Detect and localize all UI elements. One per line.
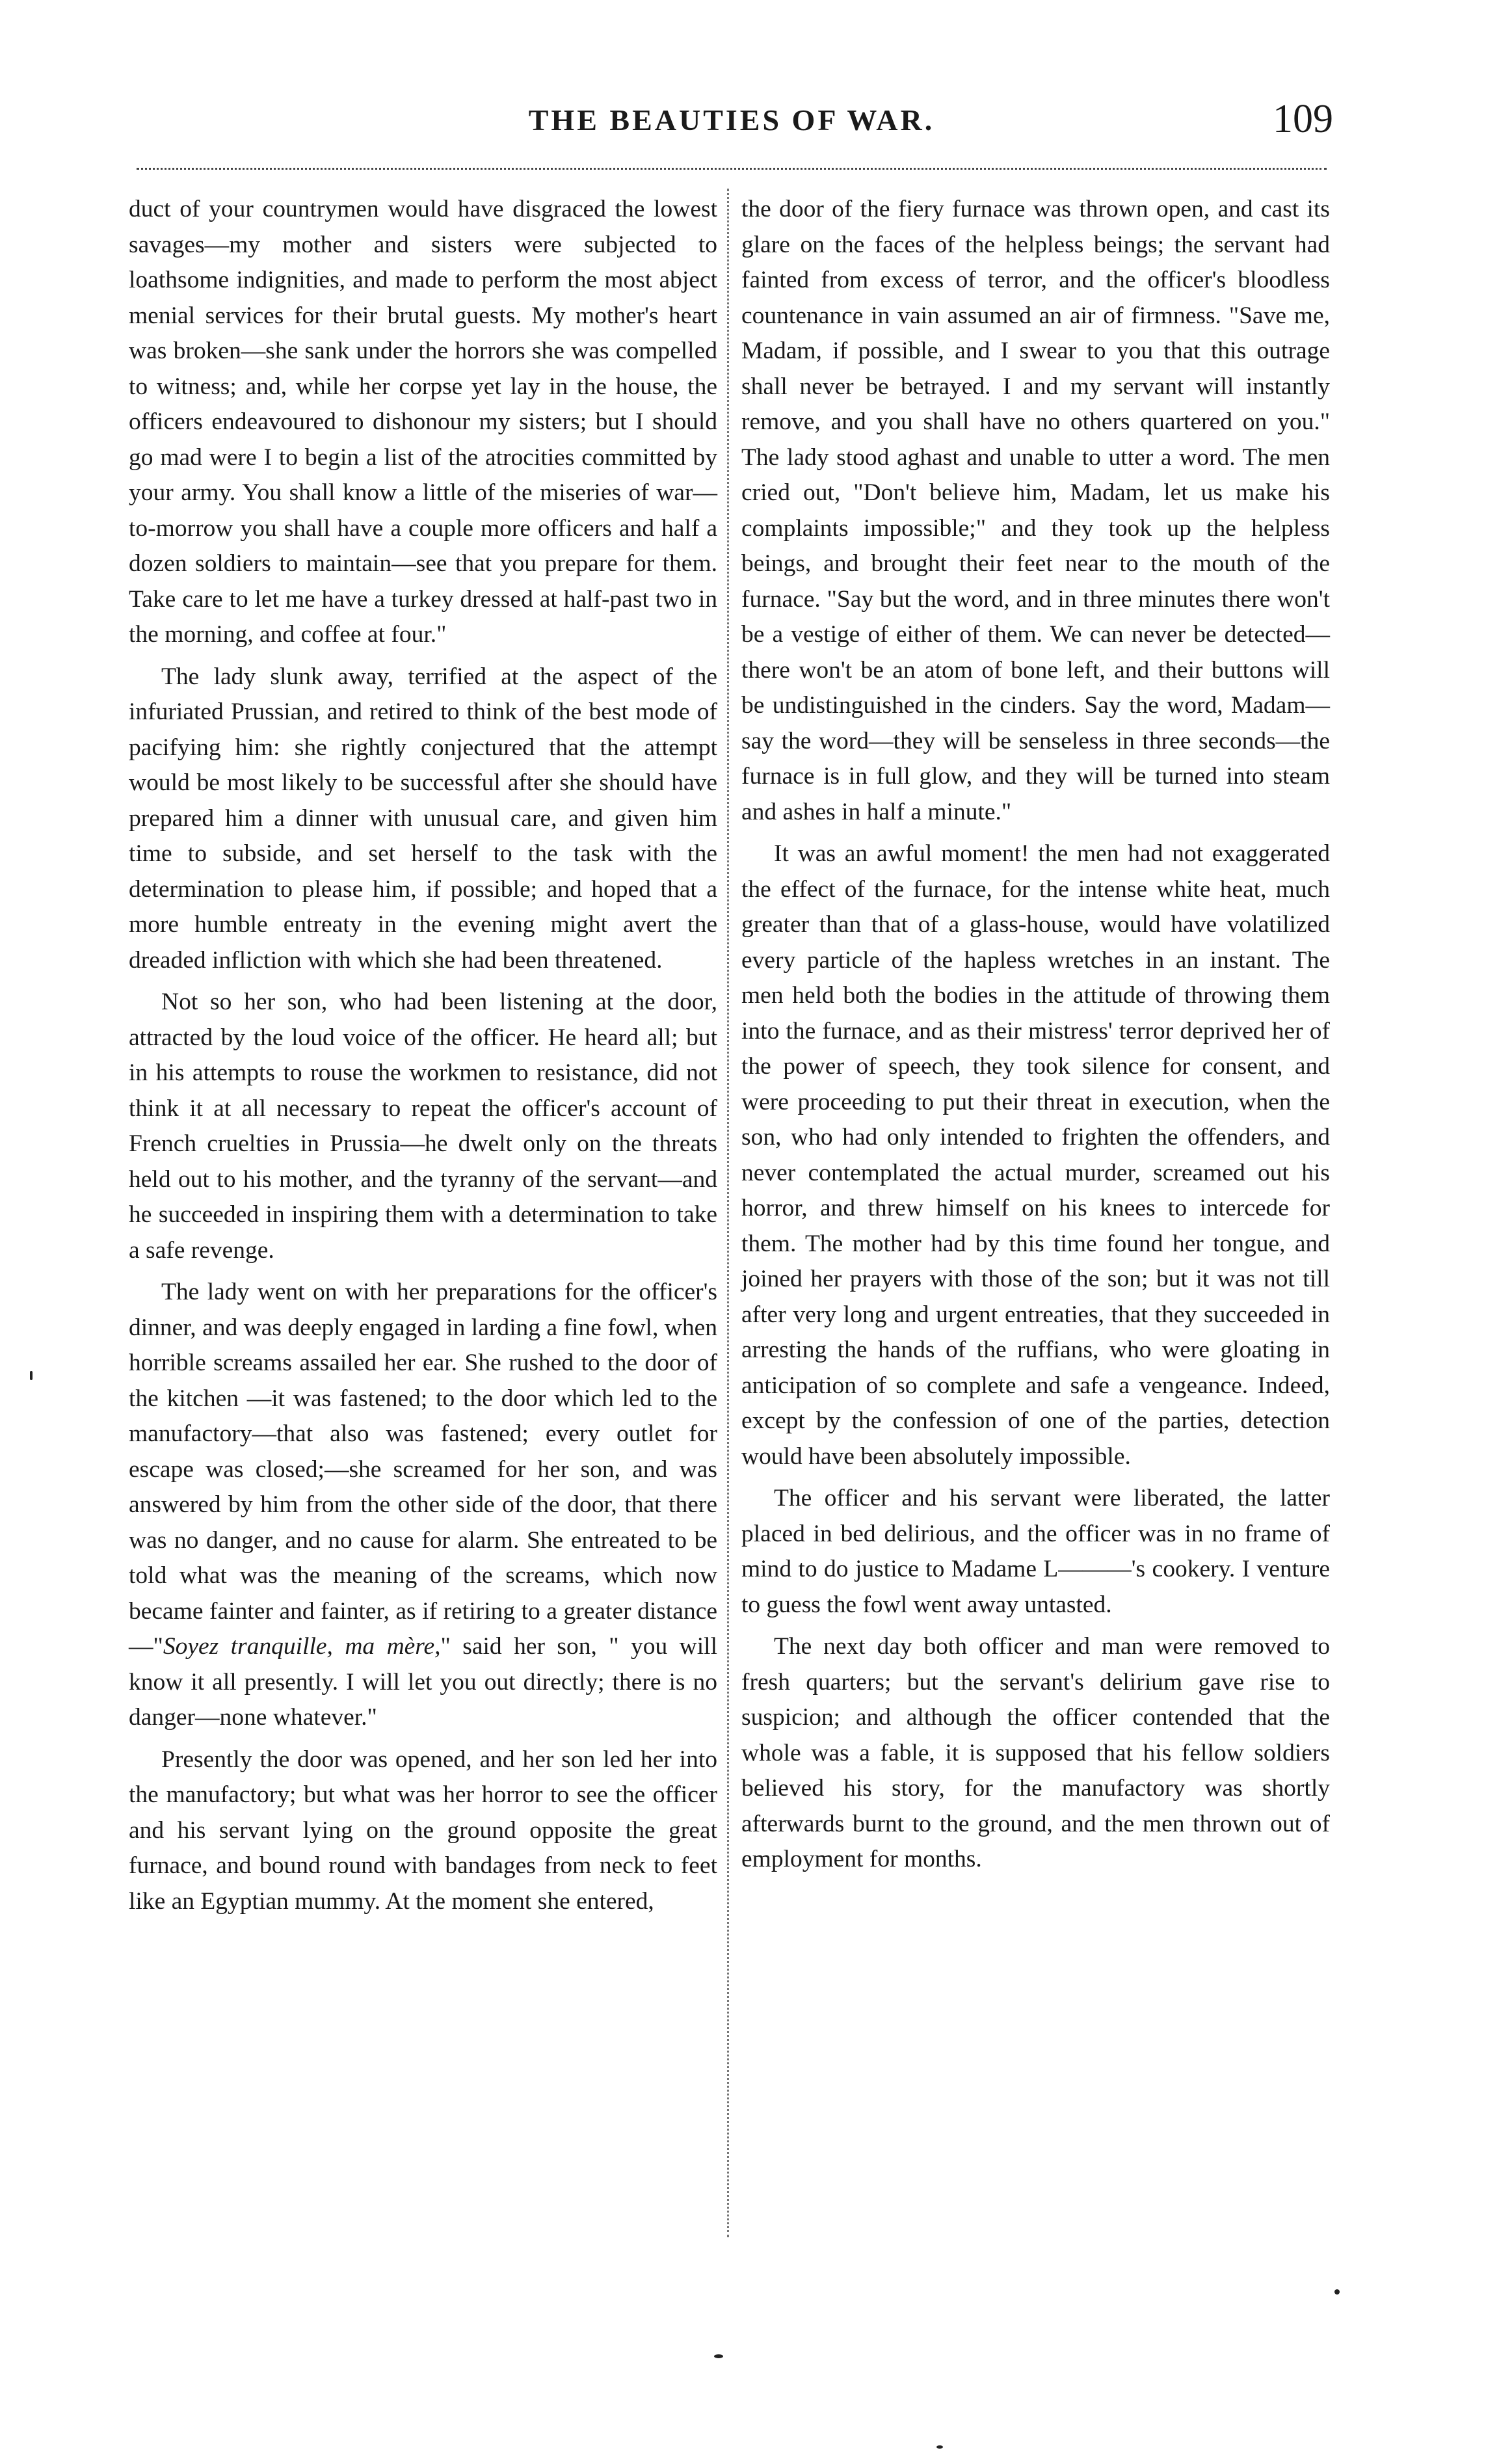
french-phrase: Soyez tranquille, ma mère, [163, 1633, 441, 1660]
left-column [129, 192, 717, 1926]
print-speck [30, 1371, 33, 1380]
right-column [741, 192, 1330, 1884]
running-head [130, 96, 1333, 155]
print-speck [1334, 2289, 1340, 2295]
right-paragraph-1: the door of the fiery furnace was thrown open, and cast its glare on the faces of the helpless beings; the servant had fainted from excess of terror, and the officer's bloodless countenance in vain assumed an air of firmness. "Save me, Madam, if possible, and I swear to you that this outrage shall never be betrayed. I and my servant will instantly remove, and you shall have no others quartered on you." The lady stood aghast and unable to utter a word. The men cried out, "Don't believe him, Madam, let us make his complaints impossible;" and they took up the helpless beings, and brought their feet near to the mouth of the furnace. "Say but the word, and in three minutes there won't be a vestige of either of them. We can never be detected—there won't be an atom of bone left, and their buttons will be undistinguished in the cinders. Say the word, Madam—say the word—they will be senseless in three seconds—the furnace is in full glow, and they will be turned into steam and ashes in half a minute." [741, 196, 1330, 825]
left-paragraph-4-tail: " said her son, " you will know it all presently. I will let you out directly; there is no danger—none whatever." [129, 1633, 717, 1731]
print-speck [714, 2354, 723, 2358]
right-paragraph-2: It was an awful moment! the men had not exaggerated the effect of the furnace, for the intense white heat, much greater than that of a glass-house, would have volatilized every particle of the hapless wretches in an instant. The men held both the bodies in the attitude of throwing them into the furnace, and as their mistress' terror deprived her of the power of speech, they took silence for consent, and were proceeding to put their threat in execution, when the son, who had only intended to frighten the offenders, and never contemplated the actual murder, screamed out his horror, and threw himself on his knees to intercede for them. The mother had by this time found her tongue, and joined her prayers with those of the son; but it was not till after very long and urgent entreaties, that they succeeded in arresting the hands of the ruffians, who were gloating in anticipation of so complete and safe a vengeance. Indeed, except by the confession of one of the parties, detection would have been absolutely impossible. [741, 840, 1330, 1470]
column-divider [727, 189, 729, 2237]
left-paragraph-4-text: The lady went on with her preparations for the officer's dinner, and was deeply engaged in larding a fine fowl, when horrible screams assailed her ear. She rushed to the door of the kitchen —it was fastened; to the door which led to the manufactory—that also was fastened; every outlet for escape was closed;—she screamed for her son, and was answered by him from the other side of the door, that there was no danger, and no cause for alarm. She entreated to be told what was the meaning of the screams, which now became fainter and fainter, as if retiring to a greater distance—" [129, 1279, 717, 1660]
right-paragraph-3: The officer and his servant were liberated, the latter placed in bed delirious, and the officer was in no frame of mind to do justice to Madame L———'s cookery. I venture to guess the fowl went away untasted. [741, 1485, 1330, 1618]
right-paragraph-4: The next day both officer and man were removed to fresh quarters; but the servant's delirium gave rise to suspicion; and although the officer contended that the whole was a fable, it is supposed that his fellow soldiers believed his story, for the manufactory was shortly afterwards burnt to the ground, and the men thrown out of employment for months. [741, 1633, 1330, 1872]
left-paragraph-5: Presently the door was opened, and her son led her into the manufactory; but what was her horror to see the officer and his servant lying on the ground opposite the great furnace, and bound round with bandages from neck to feet like an Egyptian mummy. At the moment she entered, [129, 1746, 717, 1915]
page-number: 109 [1273, 97, 1333, 141]
print-speck [936, 2445, 943, 2449]
left-paragraph-4 [129, 1275, 717, 1736]
left-paragraph-3: Not so her son, who had been listening at the door, attracted by the loud voice of the officer. He heard all; but in his attempts to rouse the workmen to resistance, did not think it at all necessary to repeat the officer's account of French cruelties in Prussia—he dwelt only on the threats held out to his mother, and the tyranny of the servant—and he succeeded in inspiring them with a determination to take a safe revenge. [129, 989, 717, 1264]
left-paragraph-2: The lady slunk away, terrified at the aspect of the infuriated Prussian, and retired to think of the best mode of pacifying him: she rightly conjectured that the attempt would be most likely to be successful after she should have prepared him a dinner with unusual care, and given him time to subside, and set herself to the task with the determination to please him, if possible; and hoped that a more humble entreaty in the evening might avert the dreaded infliction with which she had been threatened. [129, 663, 717, 974]
header-rule [137, 168, 1327, 170]
left-paragraph-1: duct of your countrymen would have disgraced the lowest savages—my mother and sisters were subjected to loathsome indignities, and made to perform the most abject menial services for their brutal guests. My mother's heart was broken—she sank under the horrors she was compelled to witness; and, while her corpse yet lay in the house, the officers endeavoured to dishonour my sisters; but I should go mad were I to begin a list of the atrocities committed by your army. You shall know a little of the miseries of war—to-morrow you shall have a couple more officers and half a dozen soldiers to maintain—see that you prepare for them. Take care to let me have a turkey dressed at half-past two in the morning, and coffee at four." [129, 196, 717, 648]
running-title: THE BEAUTIES OF WAR. [528, 103, 935, 137]
